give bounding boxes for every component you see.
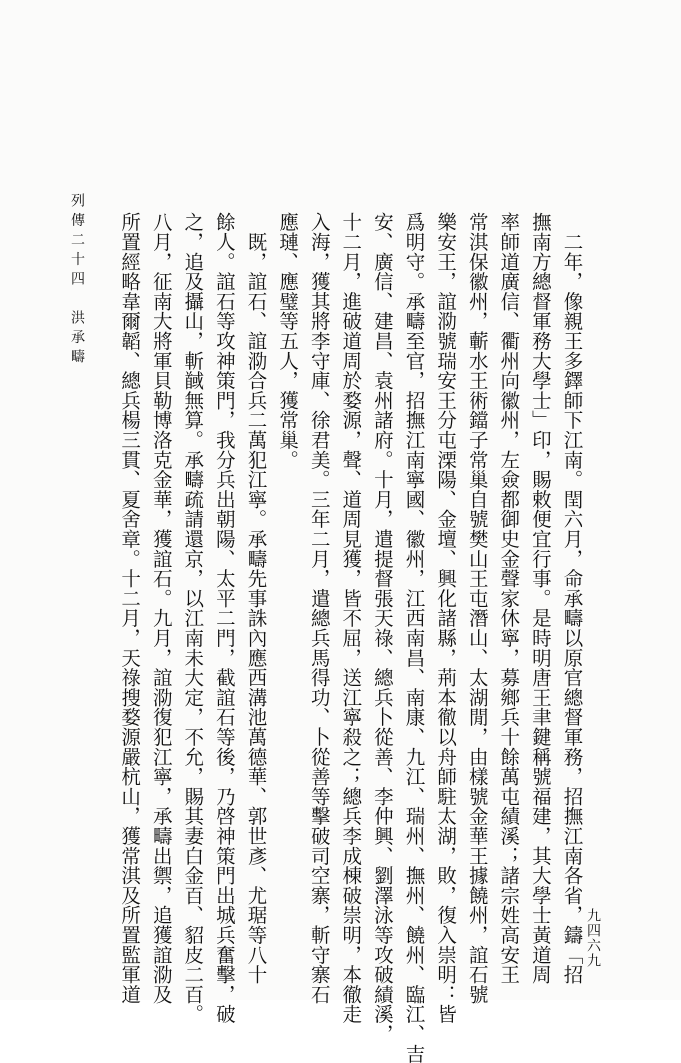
text-column: 樂安王，誼泐號瑞安王分屯溧陽、金壇、興化諸縣，荊本徹以舟師駐太湖，敗，復入崇明：皆 [434, 212, 458, 1024]
text-column: 之，追及攝山，斬馘無算。承疇疏請還京，以江南未大定，不允，賜其妻白金百、貂皮二百。 [181, 212, 205, 1024]
text-column: 安、廣信、建昌、袁州諸府。十月，遣提督張天祿、總兵卜從善、李仲興、劉澤泳等攻破績溪， [370, 212, 394, 1044]
text-column: 所置經略韋爾韜、總兵楊三貫、夏舍章。十二月，天祿搜婺源嚴杭山，獲常淇及所置監軍道 [118, 212, 142, 1004]
text-column: 八月，征南大將軍貝勒博洛克金華，獲誼石。九月，誼泐復犯江寧，承疇出禦，追獲誼泐及 [149, 212, 173, 1004]
text-column: 率師道廣信、衢州向徽州，左僉都御史金聲家休寧，募鄉兵十餘萬屯績溪；諸宗姓高安王 [497, 212, 521, 985]
text-column: 餘人。誼石等攻神策門，我分兵出朝陽、太平二門，截誼石等後，乃啓神策門出城兵奮擊，破 [212, 212, 236, 1024]
text-column: 二年，像親王多鐸師下江南。閏六月，命承疇以原官總督軍務，招撫江南各省，鑄「招 [560, 212, 584, 985]
text-column: 十二月，進破道周於婺源，聲、道周見獲，皆不屈，送江寧殺之；總兵李成棟破崇明，本徹走 [339, 212, 363, 1024]
running-header: 列傳二十四 洪承疇 [69, 193, 85, 369]
text-column: 應璉、應璧等五人，獲常巢。 [276, 212, 300, 470]
text-column: 常淇保徽州，蘄水王術鐺子常巢自號樊山王屯潛山、太湖閒，由樣號金華王據饒州，誼石號 [465, 212, 489, 1004]
text-column: 爲明守。承疇至官，招撫江南寧國、徽州，江西南昌、南康、九江、瑞州、撫州、饒州、臨江、吉 [402, 212, 426, 1063]
text-column: 入海，獲其將李守庫、徐君美。三年二月，遣總兵馬得功、卜從善等擊破司空寨，斬守寨石 [307, 212, 331, 1004]
text-column: 既，誼石、誼泐合兵二萬犯江寧。承疇先事誅內應西溝池萬德華、郭世彥、尤琚等八十 [244, 212, 268, 985]
text-column: 撫南方總督軍務大學士」印，賜敕便宜行事。是時明唐王聿鍵稱號福建，其大學士黃道周 [528, 212, 552, 985]
page-number: 九四六九 [585, 908, 601, 968]
